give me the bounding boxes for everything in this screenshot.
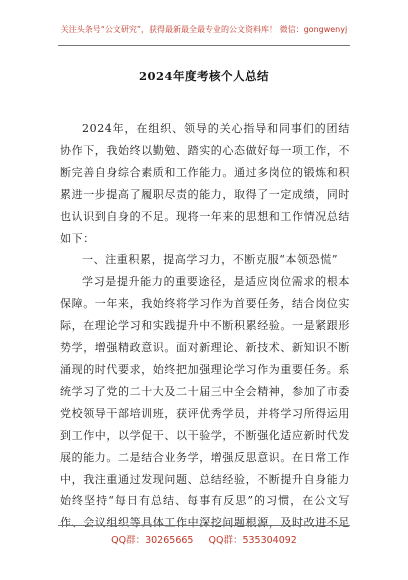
document-title: 2024年度考核个人总结 [138,69,269,83]
section-heading: 一、注重积累，提高学习力，不断克服“本领恐慌” [82,253,339,267]
header-divider [58,45,350,46]
intro-paragraph: 2024年，在组织、领导的关心指导和同事们的团结协作下，我始终以勤勉、踏实的心态做好每一项工作，不断完善自身综合素质和工作能力。通过多岗位的锻炼和积累进一步提高了履职尽责的能力，取得了一定成绩，同时也认识到自身的不足。现将一年来的思想和工作情况总结如下： [60,122,350,245]
document-body [60,118,350,534]
footer-contacts [0,532,408,546]
body-paragraph: 学习是提升能力的重要途径，是适应岗位需求的根本保障。一年来，我始终将学习作为首要任务，结合岗位实际，在理论学习和实践提升中不断积累经验。一是紧跟形势学，增强精政意识。面对新理论、新技术、新知识不断涌现的时代要求，始终把加强理论学习作为重要任务。系统学习了党的二十大及二十届三中全会精神，参加了市委党校领导干部培训班，获评优秀学员，并将学习所得运用到工作中，以学促干、以干验学，不断强化适应新时代发展的能力。二是结合业务学，增强反思意识。在日常工作中，我注重通过发现问题、总结经验，不断提升自身能力始终坚持“每日有总结、每事有反思”的习惯，在公文写作、会议组织等具体工作中深挖问题根源，及时改进不足 [60,275,350,530]
header-notice: 关注头条号“公文研究”，获得最新最全最专业的公文资料库！ 微信：gongwenyj [60,25,348,34]
qq-group-1: QQ群：30265665 [111,535,194,546]
footer-divider [58,525,350,526]
qq-group-2: QQ群：535304092 [208,535,297,546]
